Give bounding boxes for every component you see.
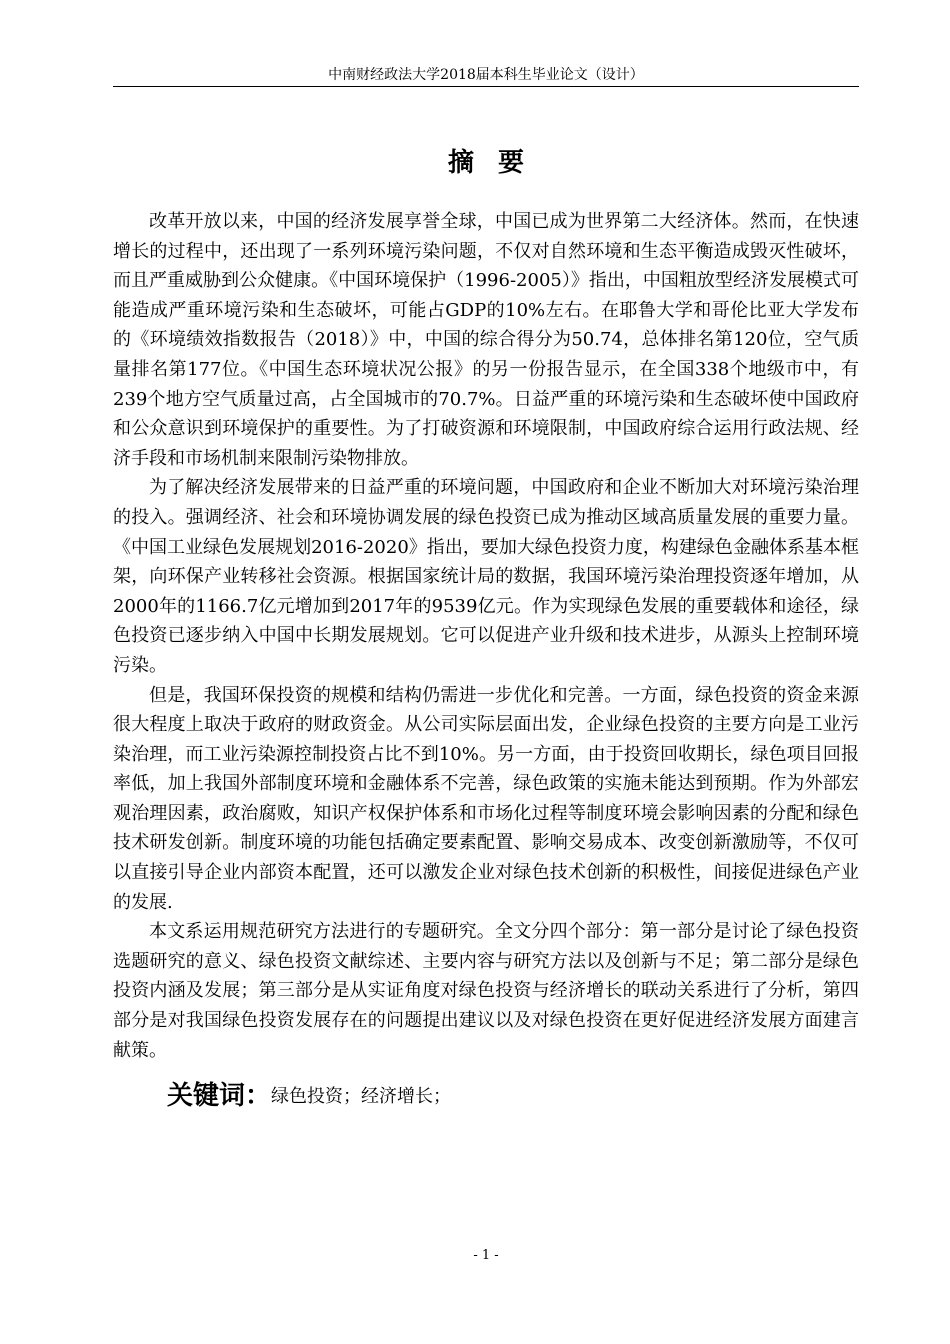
keywords-label: 关键词： — [167, 1081, 272, 1111]
abstract-paragraph: 本文系运用规范研究方法进行的专题研究。全文分四个部分：第一部分是讨论了绿色投资选题研究的意义、绿色投资文献综述、主要内容与研究方法以及创新与不足；第二部分是绿色投资内涵及发展；第三部分是从实证角度对绿色投资与经济增长的联动关系进行了分析，第四部分是对我国绿色投资发展存在的问题提出建议以及对绿色投资在更好促进经济发展方面建言献策。 — [113, 921, 859, 1061]
keywords-text: 绿色投资；经济增长； — [271, 1086, 452, 1107]
abstract-paragraph: 但是，我国环保投资的规模和结构仍需进一步优化和完善。一方面，绿色投资的资金来源很大程度上取决于政府的财政资金。从公司实际层面出发，企业绿色投资的主要方向是工业污染治理，而工业污染源控制投资占比不到10%。另一方面，由于投资回收期长，绿色项目回报率低，加上我国外部制度环境和金融体系不完善，绿色政策的实施未能达到预期。作为外部宏观治理因素，政治腐败，知识产权保护体系和市场化过程等制度环境会影响因素的分配和绿色技术研发创新。制度环境的功能包括确定要素配置、影响交易成本、改变创新激励等，不仅可以直接引导企业内部资本配置，还可以激发企业对绿色技术创新的积极性，间接促进绿色产业的发展. — [113, 684, 859, 913]
abstract-paragraph: 为了解决经济发展带来的日益严重的环境问题，中国政府和企业不断加大对环境污染治理的投入。强调经济、社会和环境协调发展的绿色投资已成为推动区域高质量发展的重要力量。《中国工业绿色发展规划2016-2020》指出，要加大绿色投资力度，构建绿色金融体系基本框架，向环保产业转移社会资源。根据国家统计局的数据，我国环境污染治理投资逐年增加，从2000年的1166.7亿元增加到2017年的9539亿元。作为实现绿色发展的重要载体和途径，绿色投资已逐步纳入中国中长期发展规划。它可以促进产业升级和技术进步，从源头上控制环境污染。 — [113, 477, 859, 676]
abstract-paragraph: 改革开放以来，中国的经济发展享誉全球，中国已成为世界第二大经济体。然而，在快速增长的过程中，还出现了一系列环境污染问题，不仅对自然环境和生态平衡造成毁灭性破坏，而且严重威胁到公众健康。《中国环境保护（1996-2005）》指出，中国粗放型经济发展模式可能造成严重环境污染和生态破坏，可能占GDP的10%左右。在耶鲁大学和哥伦比亚大学发布的《环境绩效指数报告（2018）》中，中国的综合得分为50.74，总体排名第120位，空气质量排名第177位。《中国生态环境状况公报》的另一份报告显示，在全国338个地级市中，有239个地方空气质量过高，占全国城市的70.7%。日益严重的环境污染和生态破坏使中国政府和公众意识到环境保护的重要性。为了打破资源和环境限制，中国政府综合运用行政法规、经济手段和市场机制来限制污染物排放。 — [113, 211, 859, 469]
abstract-body — [113, 207, 859, 1065]
keywords-line — [167, 1076, 451, 1117]
page-number: - 1 - — [473, 1248, 499, 1263]
header-rule — [113, 86, 859, 87]
running-header: 中南财经政法大学2018届本科生毕业论文（设计） — [328, 67, 644, 83]
abstract-title: 摘要 — [447, 148, 548, 178]
